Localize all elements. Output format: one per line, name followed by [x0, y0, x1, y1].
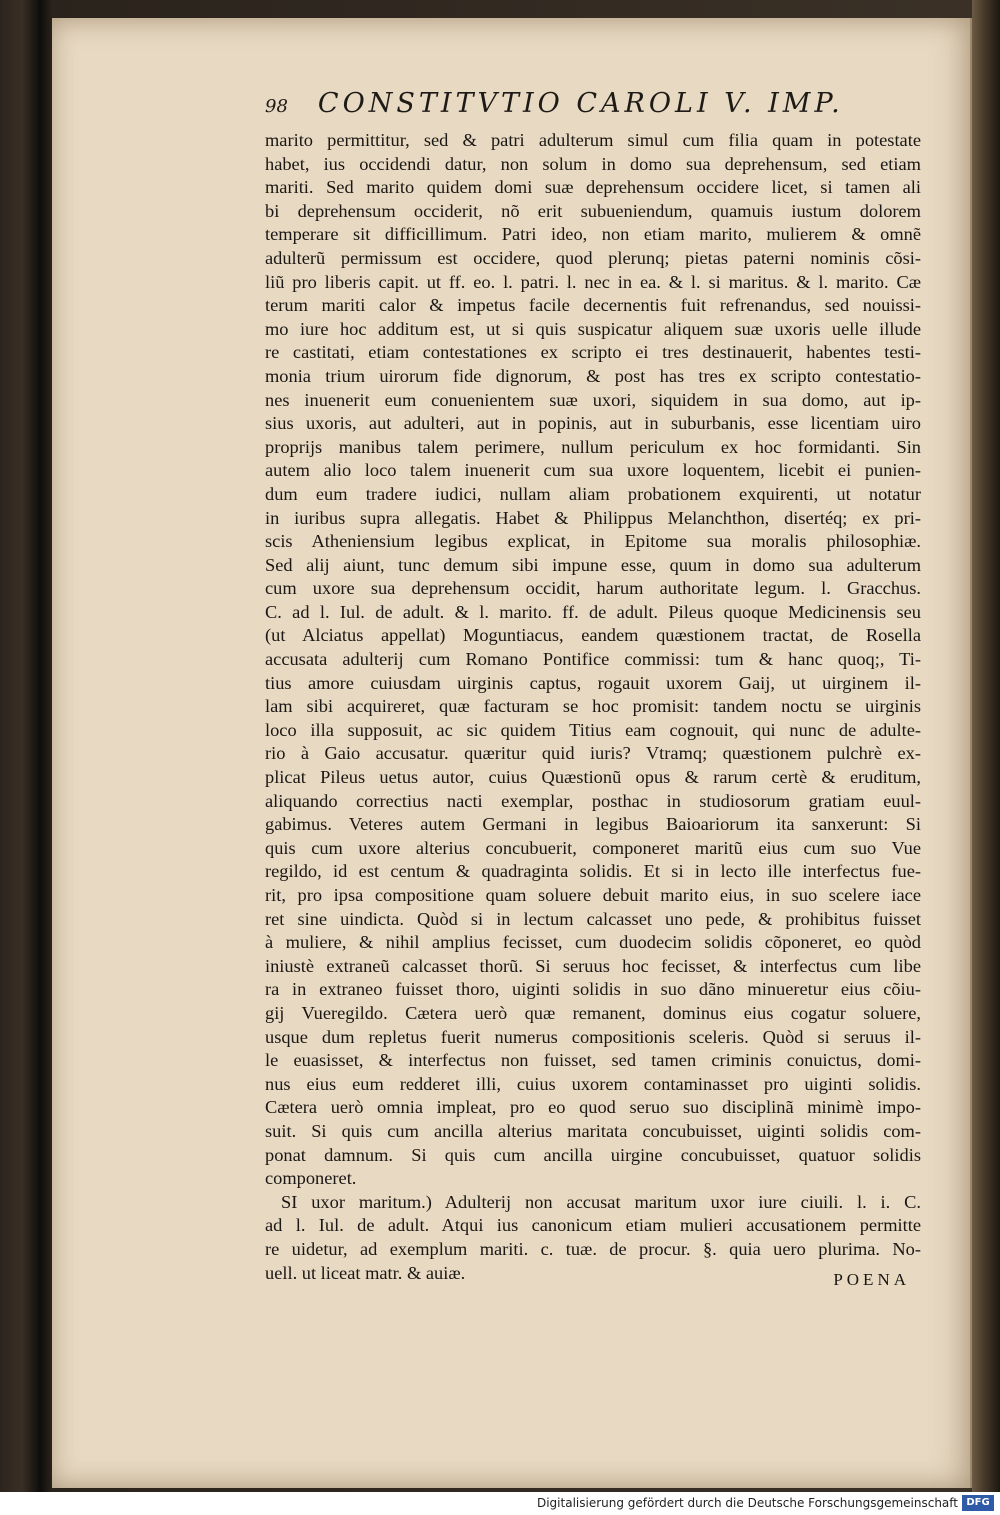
text-line: quis cum uxore alterius concubuerit, componeret maritũ eius cum suo Vue	[265, 837, 921, 858]
text-line: iniustè extraneũ calcasset thorũ. Si seruus hoc fecisset, & interfectus cum libe	[265, 955, 921, 976]
text-line: re castitati, etiam contestationes ex scripto ei tres destinauerit, habentes testi-	[265, 342, 921, 363]
text-line: adulterũ permissum est occidere, quod plerunq; pietas paterni nominis cõsi-	[265, 247, 921, 268]
text-line: suit. Si quis cum ancilla alterius maritata concubuisset, uiginti solidis com-	[265, 1120, 921, 1141]
text-line: temperare sit difficillimum. Patri ideo, non etiam marito, mulierem & omnẽ	[265, 224, 921, 245]
text-line: aliquando correctius nacti exemplar, posthac in studiosorum gratiam euul-	[265, 790, 921, 811]
text-line: uell. ut liceat matr. & auiæ.	[265, 1262, 466, 1283]
page-edge	[972, 0, 1000, 1492]
running-title: CONSTITVTIO CAROLI V. IMP.	[317, 88, 844, 119]
text-line: accusata adulterij cum Romano Pontifice commissi: tum & hanc quoq;, Ti-	[265, 649, 921, 670]
text-line: dum eum tradere iudici, nullam aliam probationem exquirenti, ut notatur	[265, 483, 921, 504]
text-line: re uidetur, ad exemplum mariti. c. tuæ. de procur. §. quia uero plurima. No-	[265, 1238, 921, 1259]
text-line: gij Vueregildo. Cætera uerò quæ remanent, dominus eius cogatur soluere,	[265, 1002, 921, 1023]
text-line: ad l. Iul. de adult. Atqui ius canonicum etiam mulieri accusationem permitte	[265, 1215, 921, 1236]
text-line: SI uxor maritum.) Adulterij non accusat maritum uxor iure ciuili. l. i. C.	[281, 1191, 921, 1212]
running-head	[265, 88, 905, 126]
text-line: usque dum repletus fuerit numerus compositionis sceleris. Quòd si seruus il-	[265, 1026, 921, 1047]
text-line: sius uxoris, aut adulteri, aut in popinis, aut in suburbanis, esse licentiam uiro	[265, 413, 921, 434]
text-line: componeret.	[265, 1168, 357, 1189]
text-line: monia trium uirorum fide dignorum, & post has tres ex scripto contestatio-	[265, 365, 921, 386]
text-line: ra in extraneo fuisset thoro, uiginti solidis in suo dãno minueretur eius cõiu-	[265, 979, 921, 1000]
text-line: regildo, id est centum & quadraginta solidis. Et si in lecto ille interfectus fue-	[265, 861, 921, 882]
text-line: rit, pro ipsa compositione quam soluere debuit marito eius, in suo scelere iace	[265, 885, 921, 905]
text-line: (ut Alciatus appellat) Moguntiacus, eandem quæstionem tractat, de Rosella	[265, 625, 921, 646]
text-line: mariti. Sed marito quidem domi suæ deprehensum occidere licet, si tamen ali	[265, 177, 921, 198]
text-line: autem alio loco talem inuenerit cum sua uxore loquentem, licebit ei punien-	[265, 460, 921, 481]
text-line: à muliere, & nihil amplius fecisset, cum duodecim solidis cõponeret, eo quòd	[265, 932, 921, 953]
text-line: lam sibi acquireret, quæ facturam se hoc promisit: tandem noctu se uirginis	[265, 696, 921, 717]
footer-credit: Digitalisierung gefördert durch die Deutsche Forschungsgemeinschaft	[536, 1496, 958, 1510]
text-line: Cætera uerò omnia impleat, pro eo quod seruo suo disciplinã minimè impo-	[265, 1097, 921, 1118]
text-line: habet, ius occidendi datur, non solum in domo sua deprehensum, sed etiam	[265, 153, 921, 174]
text-line: ret sine uindicta. Quòd si in lectum calcasset uno pede, & prohibitus fuisset	[265, 908, 921, 929]
text-line: tius amore cuiusdam uirginis captus, rogauit uxorem Gaij, ut uirginem il-	[265, 672, 921, 693]
footer-bar	[0, 1492, 1000, 1515]
text-line: nes inuenerit eum conuenientem suæ uxori, siquidem in sua domo, aut ip-	[265, 389, 921, 410]
text-line: C. ad l. Iul. de adult. & l. marito. ff. de adult. Pileus quoque Medicinensis seu	[265, 601, 921, 622]
text-line: scis Atheniensium legibus explicat, in Epitome sua moralis philosophiæ.	[265, 531, 921, 552]
text-line: cum uxore sua deprehensum occidit, harum authoritate legum. l. Gracchus.	[265, 578, 921, 599]
text-line: ponat damnum. Si quis cum ancilla uirgine concubuisset, quatuor solidis	[265, 1144, 921, 1165]
folio-number: 98	[265, 96, 288, 117]
text-line: gabimus. Veteres autem Germani in legibus Baioariorum ita sanxerunt: Si	[265, 814, 921, 835]
text-line: loco illa supposuit, ac sic quidem Titius eam cognouit, qui nunc de adulte-	[265, 719, 921, 740]
text-line: bi deprehensum occiderit, nõ erit subueniendum, quamuis iustum dolorem	[265, 200, 921, 221]
text-line: in iuribus supra allegatis. Habet & Philippus Melanchthon, disertéq; ex pri-	[265, 507, 921, 528]
text-line: liũ pro liberis capit. ut ff. eo. l. patri. l. nec in ea. & l. si maritus. & l. marito. Cæ	[265, 271, 921, 292]
text-line: plicat Pileus uetus autor, cuius Quæstionũ opus & rarum certè & eruditum,	[265, 767, 921, 788]
text-line: Sed alij aiunt, tunc demum sibi impune esse, quum in domo sua adulterum	[265, 554, 921, 575]
dfg-logo-icon: DFG	[962, 1495, 994, 1511]
text-line: le euasisset, & interfectus non fuisset, sed tamen criminis conuictus, domi-	[265, 1050, 921, 1071]
catchword: POENA	[833, 1270, 910, 1289]
text-line: nus eius eum redderet illi, cuius uxorem contaminasset pro uiginti solidis.	[265, 1073, 921, 1094]
text-line: terum mariti calor & impetus facile decernentis fuit refrenandus, sed nouissi-	[265, 295, 921, 316]
text-line: mo iure hoc additum est, ut si quis suspicatur aliquem suæ uxoris uelle illude	[265, 318, 921, 339]
text-line: marito permittitur, sed & patri adulterum simul cum filia quam in potestate	[265, 130, 921, 150]
body-text	[265, 129, 921, 1285]
text-line: rio à Gaio accusatur. quæritur quid iuris? Vtramq; quæstionem pulchrè ex-	[265, 743, 921, 764]
text-line: proprijs manibus talem perimere, nullum periculum ex hoc formidanti. Sin	[265, 436, 921, 457]
